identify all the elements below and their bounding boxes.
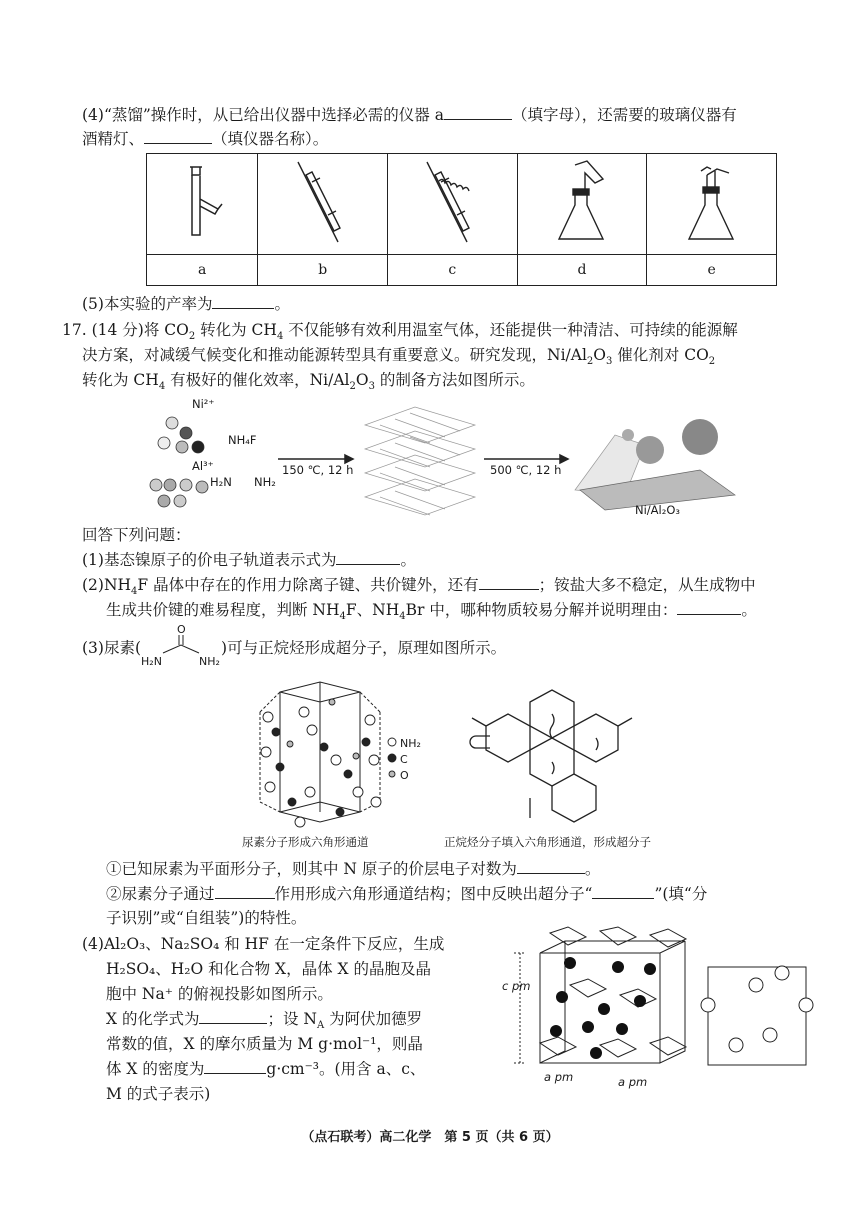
apparatus-e-cell xyxy=(647,154,777,255)
apparatus-d-cell xyxy=(517,154,647,255)
q17-text-b: 转化为 CH xyxy=(195,321,277,339)
q3-2-line2: 子识别”或“自组装”)的特性。 xyxy=(106,909,307,927)
answer-blank[interactable] xyxy=(336,549,400,565)
q4b-line3: 胞中 Na⁺ 的俯视投影如图所示。 xyxy=(106,985,333,1003)
urea-nh2: NH₂ xyxy=(199,655,220,668)
urea-nh2-label: NH₂ xyxy=(254,475,276,489)
q1-text: (1)基态镍原子的价电子轨道表示式为 xyxy=(82,551,337,569)
three-way-adapter-icon xyxy=(172,157,232,247)
answer-blank[interactable] xyxy=(144,128,212,144)
apparatus-label-d: d xyxy=(517,255,647,286)
flask-with-adapter-icon xyxy=(547,157,617,247)
q4-text-b: （填字母），还需要的玻璃仪器有 xyxy=(511,106,737,124)
q17-text2-c: 催化剂对 CO xyxy=(612,346,709,364)
urea-h2n: H₂N xyxy=(141,655,162,668)
q17-line1: 17. (14 分)将 $CO_2$ 转化为 $CH_4$ 不仅能够有效利用温室气体，还能提供一种清洁、可持续的能源解 xyxy=(62,321,738,343)
q17-line3: 转化为 $CH_4$ 有极好的催化效率，$Ni/Al_2O_3$ 的制备方法如图所示。 xyxy=(82,371,535,393)
q3-line xyxy=(82,623,507,668)
q4b-text6: 体 X 的密度为 xyxy=(106,1060,205,1078)
step2-condition: 500 ℃, 12 h xyxy=(490,463,562,477)
q2-text2: 生成共价键的难易程度，判断 NH xyxy=(106,601,340,619)
q17-text3-c: O xyxy=(355,371,369,389)
nh4f-label: NH₄F xyxy=(228,433,257,447)
cell-a-label-1: a pm xyxy=(544,1070,574,1084)
q3-2-line xyxy=(106,883,707,905)
q4b-text6-b: g·cm⁻³。(用含 a、c、 xyxy=(266,1060,426,1078)
q17-line2: 决方案，对减缓气候变化和推动能源转型具有重要意义。研究发现，$Ni/Al_2O_3$ 催化剂对 $CO_2$ xyxy=(82,346,716,368)
q3-2-text-c: ”(填“分 xyxy=(654,885,708,903)
urea-o: O xyxy=(177,623,186,636)
q17-text3-d: 的制备方法如图所示。 xyxy=(374,371,535,389)
answer-intro: 回答下列问题： xyxy=(82,526,191,544)
q4b-line1: (4)Al₂O₃、Na₂SO₄ 和 HF 在一定条件下反应，生成 xyxy=(82,935,445,953)
cell-a-label-2: a pm xyxy=(618,1075,648,1089)
urea-channel-figure xyxy=(240,672,710,852)
q3-1-text: ①已知尿素为平面形分子，则其中 N 原子的价层电子对数为 xyxy=(106,860,517,878)
q17-text2-b: O xyxy=(593,346,606,364)
q4b-line5: 常数的值，X 的摩尔质量为 M g·mol⁻¹，则晶 xyxy=(106,1035,423,1053)
q17-text3: 转化为 CH xyxy=(82,371,159,389)
q3-2-text: ②尿素分子通过 xyxy=(106,885,215,903)
al-ion-label: Al³⁺ xyxy=(192,459,214,473)
q4b-line6 xyxy=(106,1058,425,1080)
answer-blank[interactable] xyxy=(677,599,741,615)
q4-text2: 酒精灯、 xyxy=(82,130,145,148)
q2-line1: $(2)NH_4F$ 晶体中存在的作用力除离子键、共价键外，还有 ；铵盐大多不稳定，从生成物中 xyxy=(82,576,756,598)
answer-blank[interactable] xyxy=(444,104,512,120)
urea-h2n-label: H₂N xyxy=(210,475,232,489)
q4-line2 xyxy=(82,128,328,150)
q4b-text4: X 的化学式为 xyxy=(106,1010,200,1028)
apparatus-a-cell xyxy=(147,154,258,255)
apparatus-c-cell xyxy=(388,154,518,255)
q17-text3-b: 有极好的催化效率，Ni/Al xyxy=(165,371,350,389)
answer-blank[interactable] xyxy=(592,883,654,899)
q3-text-b: )可与正烷烃形成超分子，原理如图所示。 xyxy=(221,639,507,657)
q4b-text4-d: 为阿伏加德罗 xyxy=(324,1010,423,1028)
apparatus-label-a: a xyxy=(147,255,258,286)
q17-text: 17. (14 分)将 CO xyxy=(62,321,189,339)
q3-2-text-b: 作用形成六角形通道结构；图中反映出超分子“ xyxy=(274,885,593,903)
q2-text2-b: F、NH xyxy=(345,601,400,619)
q2-text-b: F 晶体中存在的作用力除离子键、共价键外，还有 xyxy=(137,576,479,594)
q2-text-c: ；铵盐大多不稳定，从生成物中 xyxy=(538,576,756,594)
apparatus-b-cell xyxy=(258,154,388,255)
page-footer: （点石联考）高二化学 第 5 页（共 6 页） xyxy=(301,1130,559,1145)
q4-text2-b: （填仪器名称）。 xyxy=(212,130,329,148)
straight-condenser-icon xyxy=(288,157,358,247)
legend-o: O xyxy=(400,769,409,782)
ni-ion-label: Ni²⁺ xyxy=(192,397,215,411)
urea-structure xyxy=(141,623,221,668)
caption-left: 尿素分子形成六角形通道 xyxy=(242,835,369,849)
legend-c: C xyxy=(400,753,408,766)
step1-condition: 150 ℃, 12 h xyxy=(282,463,354,477)
answer-blank[interactable] xyxy=(199,1008,267,1024)
answer-blank[interactable] xyxy=(479,574,539,590)
answer-blank[interactable] xyxy=(212,293,274,309)
na-subscript: A xyxy=(316,1020,325,1032)
q5-line: (5)本实验的产率为 。 xyxy=(82,295,290,313)
q3-1-line: ①已知尿素为平面形分子，则其中 N 原子的价层电子对数为 。 xyxy=(106,860,601,878)
q2-line2: 生成共价键的难易程度，判断 $NH_4F$、$NH_4Br$ 中，哪种物质较易分解并说明理由： 。 xyxy=(106,601,757,623)
apparatus-label-c: c xyxy=(388,255,518,286)
synthesis-scheme-graphic xyxy=(140,395,740,520)
q4b-line7: M 的式子表示) xyxy=(106,1085,211,1103)
answer-blank[interactable] xyxy=(517,858,585,874)
bulb-condenser-icon xyxy=(417,157,487,247)
q1-line: (1)基态镍原子的价电子轨道表示式为 。 xyxy=(82,551,416,569)
answer-blank[interactable] xyxy=(204,1058,266,1074)
q17-text-c: 不仅能够有效利用温室气体，还能提供一种清洁、可持续的能源解 xyxy=(283,321,738,339)
legend-nh2: NH₂ xyxy=(400,737,421,750)
caption-right: 正烷烃分子填入六角形通道，形成超分子 xyxy=(444,835,651,849)
q2-text: (2)NH xyxy=(82,576,132,594)
q4b-line2: H₂SO₄、H₂O 和化合物 X，晶体 X 的晶胞及晶 xyxy=(106,960,431,978)
apparatus-label-b: b xyxy=(258,255,388,286)
q3-text: (3)尿素( xyxy=(82,639,142,657)
flask-with-stopper-icon xyxy=(677,157,747,247)
apparatus-table xyxy=(146,153,777,286)
q5-text: (5)本实验的产率为 xyxy=(82,295,213,313)
crystal-cell-figure xyxy=(500,925,820,1095)
q17-text2: 决方案，对减缓气候变化和推动能源转型具有重要意义。研究发现，Ni/Al xyxy=(82,346,587,364)
q4-line1 xyxy=(82,104,737,126)
urea-channel-graphic xyxy=(240,672,710,852)
q4-text: (4)“蒸馏”操作时，从已给出仪器中选择必需的仪器 a xyxy=(82,106,444,124)
apparatus-label-e: e xyxy=(647,255,777,286)
product-label: Ni/Al₂O₃ xyxy=(635,503,681,517)
synthesis-scheme xyxy=(140,395,740,520)
q4b-text4-b: ；设 N xyxy=(267,1010,317,1028)
cell-c-label: c pm xyxy=(502,979,531,993)
q2-text2-c: Br 中，哪种物质较易分解并说明理由： xyxy=(405,601,678,619)
answer-blank[interactable] xyxy=(215,883,275,899)
